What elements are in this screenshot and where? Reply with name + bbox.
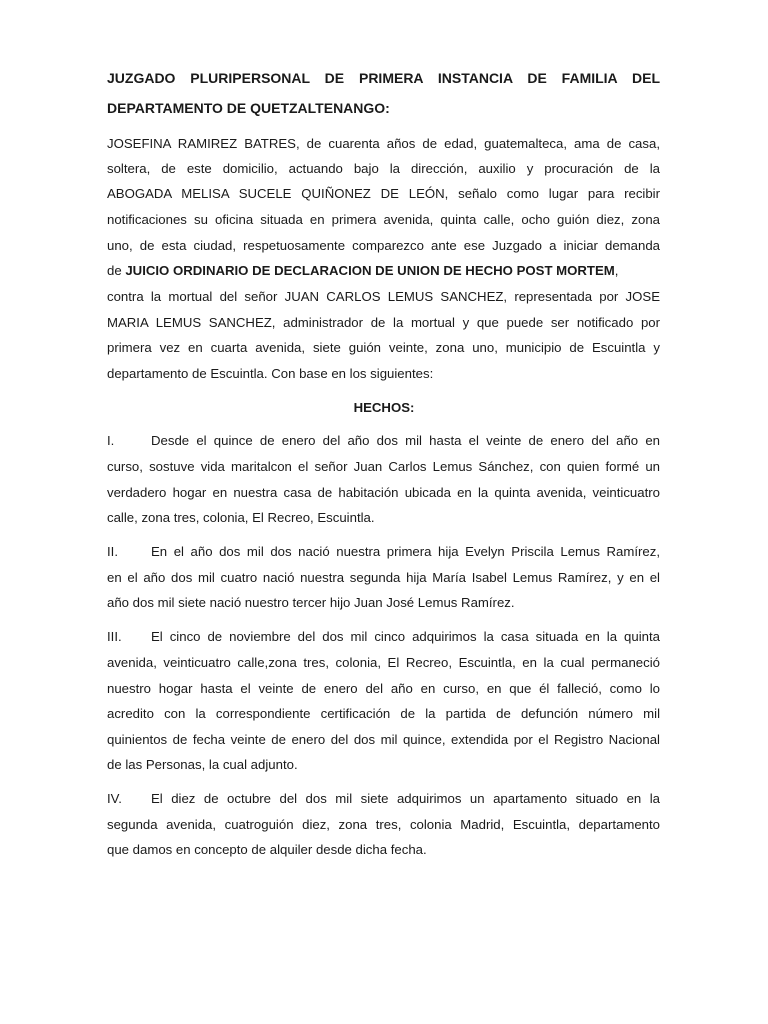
intro-line: departamento de Escuintla. Con base en los siguientes: (107, 366, 434, 381)
fact-line: en el año dos mil cuatro nació nuestra segunda hija María Isabel Lemus Ramírez, y en el (107, 570, 660, 585)
fact-line: avenida, veinticuatro calle,zona tres, colonia, El Recreo, Escuintla, en la cual permaneció (107, 655, 660, 670)
intro-line: uno, de esta ciudad, respetuosamente comparezco ante ese Juzgado a iniciar demanda (107, 238, 660, 253)
intro-line (107, 264, 660, 278)
section-heading: HECHOS: (353, 400, 415, 415)
intro-line: soltera, de este domicilio, actuando bajo la dirección, auxilio y procuración de la (107, 161, 660, 176)
fact-line: calle, zona tres, colonia, El Recreo, Escuintla. (107, 510, 375, 525)
fact-line: nuestro hogar hasta el veinte de enero del año en curso, en que él falleció, como lo (107, 681, 660, 696)
fact-line: de las Personas, la cual adjunto. (107, 757, 298, 772)
fact-line (107, 630, 660, 644)
fact-line: que damos en concepto de alquiler desde dicha fecha. (107, 842, 427, 857)
fact-line (107, 434, 660, 448)
claim-type: JUICIO ORDINARIO DE DECLARACION DE UNION DE HECHO POST MORTEM (125, 263, 615, 278)
intro-text: de (107, 263, 126, 278)
fact-number: III. (107, 629, 122, 644)
fact-number: I. (107, 433, 115, 448)
intro-line: notificaciones su oficina situada en primera avenida, quinta calle, ocho guión diez, zona (107, 212, 660, 227)
fact-text: El diez de octubre del dos mil siete adquirimos un apartamento situado en la (151, 791, 660, 806)
document-title-line-2: DEPARTAMENTO DE QUETZALTENANGO: (107, 100, 390, 116)
fact-text: Desde el quince de enero del año dos mil hasta el veinte de enero del año en (151, 433, 660, 448)
fact-line: quinientos de fecha veinte de enero del dos mil quince, extendida por el Registro Nacional (107, 732, 660, 747)
fact-line: año dos mil siete nació nuestro tercer hijo Juan José Lemus Ramírez. (107, 595, 515, 610)
fact-line: acredito con la correspondiente certificación de la partida de defunción número mil (107, 706, 660, 721)
intro-text: , (614, 263, 619, 278)
fact-text: En el año dos mil dos nació nuestra primera hija Evelyn Priscila Lemus Ramírez, (151, 544, 660, 559)
fact-line: verdadero hogar en nuestra casa de habitación ubicada en la quinta avenida, veinticuatro (107, 485, 660, 500)
document-title-line-1: JUZGADO PLURIPERSONAL DE PRIMERA INSTANCIA DE FAMILIA DEL (107, 70, 660, 86)
intro-line: ABOGADA MELISA SUCELE QUIÑONEZ DE LEÓN, señalo como lugar para recibir (107, 186, 660, 201)
fact-line (107, 545, 660, 559)
fact-number: II. (107, 544, 118, 559)
fact-line: segunda avenida, cuatroguión diez, zona tres, colonia Madrid, Escuintla, departamento (107, 817, 660, 832)
fact-number: IV. (107, 791, 122, 806)
fact-line: curso, sostuve vida maritalcon el señor Juan Carlos Lemus Sánchez, con quien formé un (107, 459, 660, 474)
intro-line: JOSEFINA RAMIREZ BATRES, de cuarenta años de edad, guatemalteca, ama de casa, (107, 136, 660, 151)
fact-text: El cinco de noviembre del dos mil cinco adquirimos la casa situada en la quinta (151, 629, 660, 644)
fact-line (107, 792, 660, 806)
intro-line: primera vez en cuarta avenida, siete guión veinte, zona uno, municipio de Escuintla y (107, 340, 660, 355)
intro-line: contra la mortual del señor JUAN CARLOS LEMUS SANCHEZ, representada por JOSE (107, 289, 660, 304)
intro-line: MARIA LEMUS SANCHEZ, administrador de la mortual y que puede ser notificado por (107, 315, 660, 330)
